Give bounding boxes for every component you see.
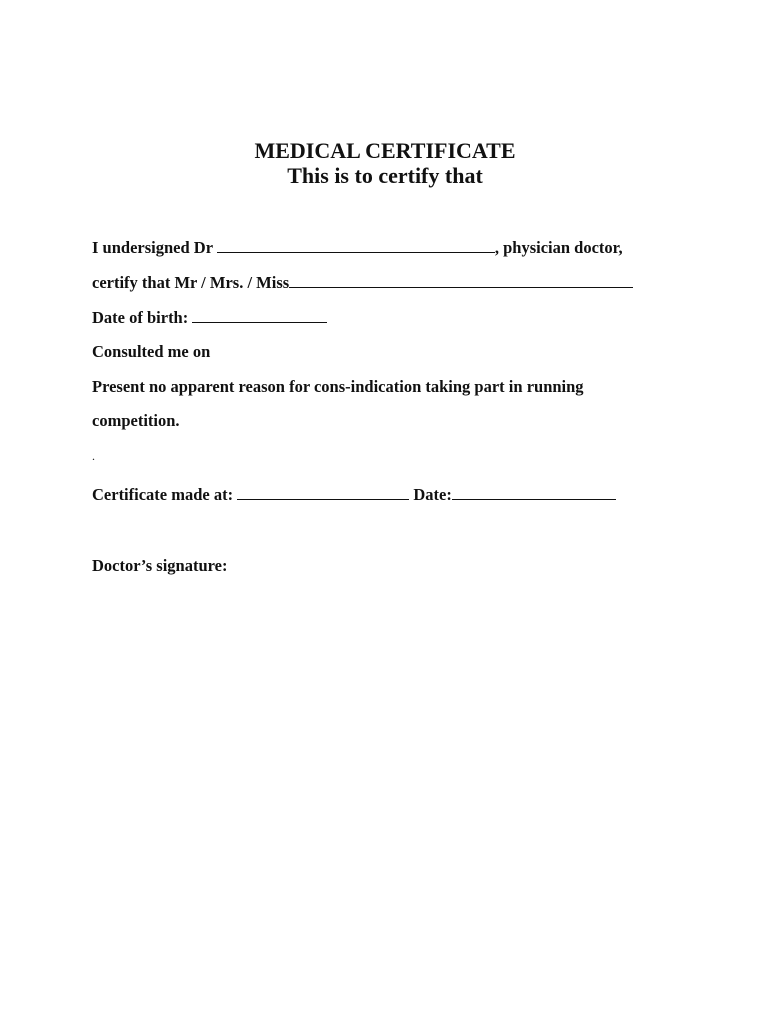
patient-name-line [92,273,633,293]
consulted-line: Consulted me on [92,342,211,361]
patient-name-field[interactable] [289,273,633,288]
statement-line-1: Present no apparent reason for cons-indication taking part in running [92,377,584,396]
date-of-birth-field[interactable] [192,308,327,323]
date-of-birth-line [92,308,327,328]
place-field[interactable] [237,485,409,500]
date-field[interactable] [452,485,616,500]
doctor-name-line [92,238,623,258]
signature-label: Doctor’s signature: [92,556,228,575]
document-title: MEDICAL CERTIFICATE [254,138,516,163]
statement-line-2: competition. [92,411,180,430]
certificate-place-date-line [92,485,616,505]
date-of-birth-label: Date of birth: [92,308,193,327]
patient-label: certify that Mr / Mrs. / Miss [92,273,290,292]
document-subtitle: This is to certify that [287,163,483,188]
date-label: Date: [409,485,452,504]
doctor-label: I undersigned Dr [92,238,217,257]
stray-period: . [92,449,95,463]
physician-label: , physician doctor, [494,238,623,257]
doctor-name-field[interactable] [217,238,495,253]
place-label: Certificate made at: [92,485,238,504]
